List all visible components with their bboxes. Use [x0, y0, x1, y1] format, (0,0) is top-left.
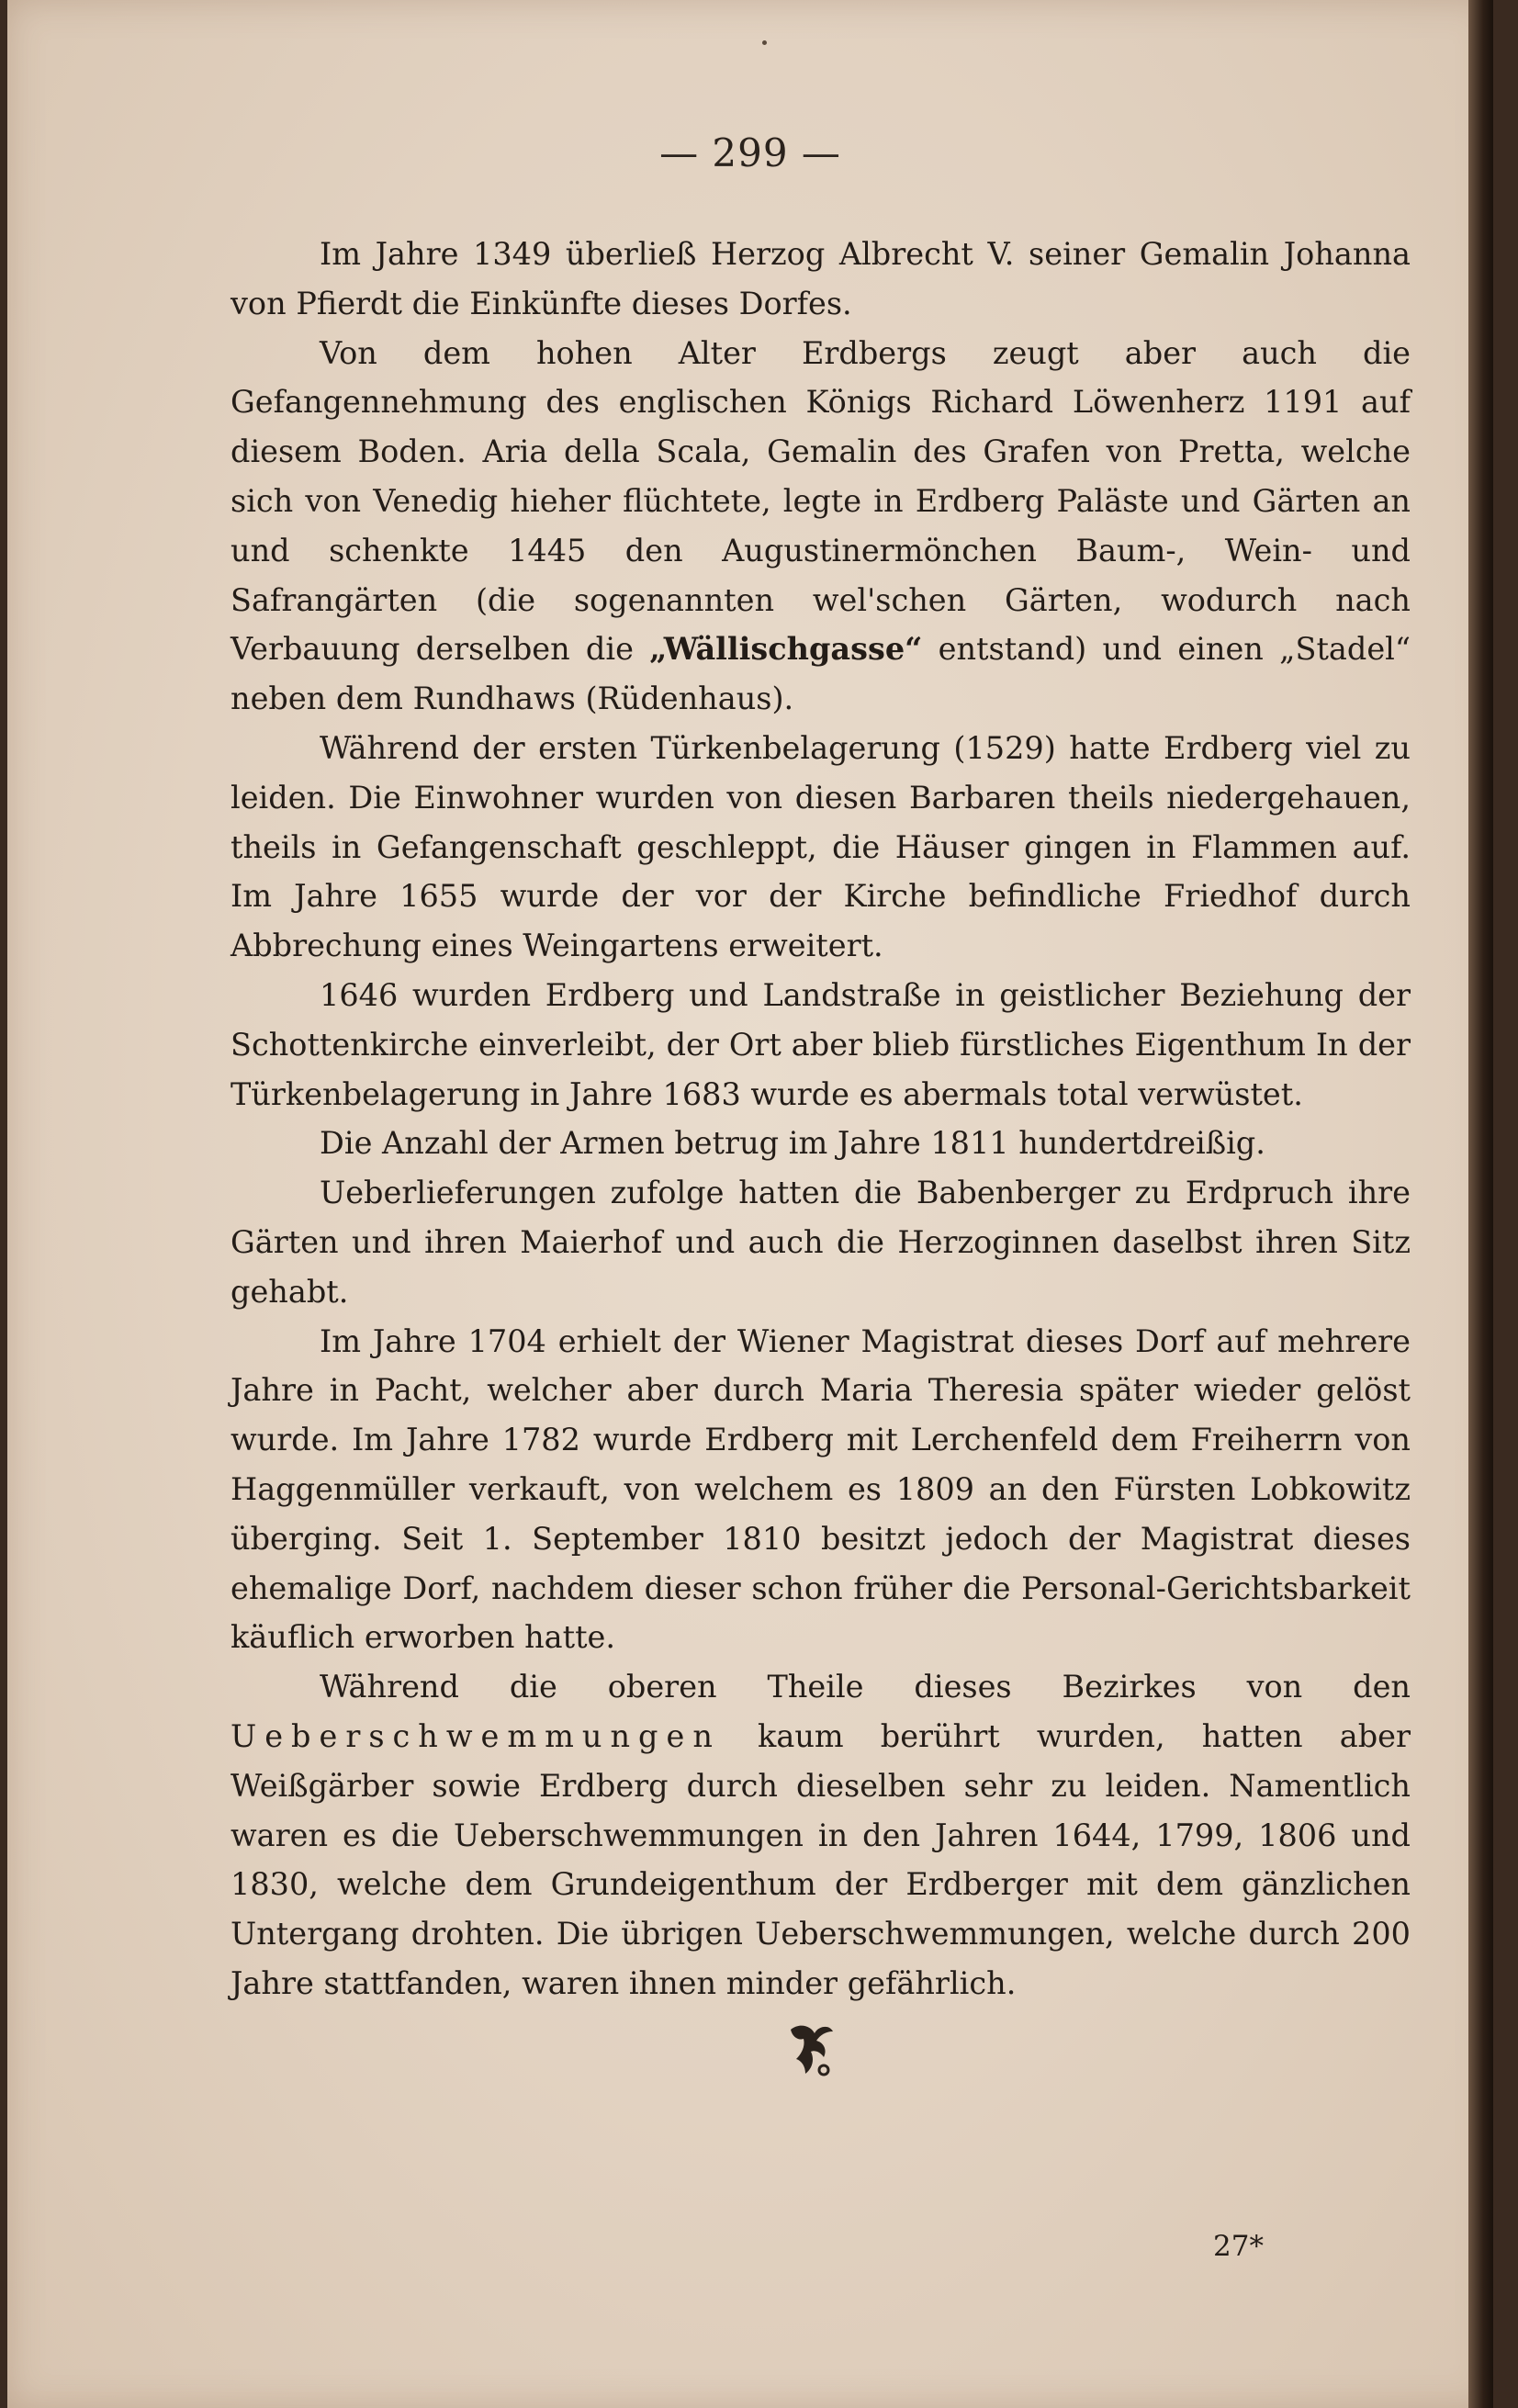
paper-speck: [762, 40, 767, 45]
paragraph-2-part-1: Von dem hohen Alter Erdbergs zeugt aber auch die Gefangennehmung des englischen Königs Richard Löwenherz 1191 auf diesem Boden. Aria della Scala, Gemalin des Grafen von Pretta, welche sich von Venedig hieher flüchtete, legte in Erdberg Paläste und Gärten an und schenkte 1445 den Augustinermönchen Baum-, Wein- und Safrangärten (die sogenannten wel'schen Gärten, wodurch nach Verbauung derselben die: [231, 334, 1411, 668]
page-number: — 299 —: [659, 130, 841, 175]
paragraph-1: Im Jahre 1349 überließ Herzog Albrecht V. seiner Gemalin Johanna von Pfierdt die Einkünfte dieses Dorfes.: [231, 236, 1411, 321]
book-spine-edge: [1468, 0, 1493, 2408]
paragraph-6: Ueberlieferungen zufolge hatten die Babenberger zu Erdpruch ihre Gärten und ihren Maierhof und auch die Herzoginnen daselbst ihren Sitz gehabt.: [231, 1175, 1411, 1310]
paragraph-2-part-2: entstand) und einen „Stadel“ neben dem Rundhaws (Rüdenhaus).: [231, 631, 1411, 717]
paragraph-8-part-1: Während die oberen Theile dieses Bezirkes von den: [320, 1669, 1411, 1705]
body-text: [231, 230, 1411, 2009]
fleuron-ornament-icon: [783, 2017, 838, 2081]
paragraph-8-part-2: kaum berührt wurden, hatten aber Weißgärber sowie Erdberg durch dieselben sehr zu leiden. Namentlich waren es die Ueberschwemmungen in den Jahren 1644, 1799, 1806 und 1830, welche dem Grundeigenthum der Erdberger mit dem gänzlichen Untergang drohten. Die übrigen Ueberschwemmungen, welche durch 200 Jahre stattfanden, waren ihnen minder gefährlich.: [231, 1717, 1411, 2001]
paragraph-3: Während der ersten Türkenbelagerung (1529) hatte Erdberg viel zu leiden. Die Einwohner wurden von diesen Barbaren theils niedergehauen, theils in Gefangenschaft geschleppt, die Häuser gingen in Flammen auf. Im Jahre 1655 wurde der vor der Kirche befindliche Friedhof durch Abbrechung eines Weingartens erweitert.: [231, 729, 1411, 964]
signature-mark: 27*: [1213, 2230, 1264, 2263]
paragraph-4: 1646 wurden Erdberg und Landstraße in geistlicher Beziehung der Schottenkirche einverleibt, der Ort aber blieb fürstliches Eigenthum In der Türkenbelagerung in Jahre 1683 wurde es abermals total verwüstet.: [231, 976, 1411, 1112]
ueberschwemmungen-term: Ueberschwemmungen: [231, 1717, 721, 1754]
wallischgasse-term: „Wällischgasse“: [649, 631, 923, 668]
paragraph-5: Die Anzahl der Armen betrug im Jahre 1811 hundertdreißig.: [320, 1125, 1265, 1162]
paragraph-7: Im Jahre 1704 erhielt der Wiener Magistrat dieses Dorf auf mehrere Jahre in Pacht, welcher aber durch Maria Theresia später wieder gelöst wurde. Im Jahre 1782 wurde Erdberg mit Lerchenfeld dem Freiherrn von Haggenmüller verkauft, von welchem es 1809 an den Fürsten Lobkowitz überging. Seit 1. September 1810 besitzt jedoch der Magistrat dieses ehemalige Dorf, nachdem dieser schon früher die Personal-Gerichtsbarkeit käuflich erworben hatte.: [231, 1322, 1411, 1656]
book-page: [7, 0, 1493, 2408]
paragraph-8: [231, 1662, 1411, 2009]
paragraph-2: [231, 329, 1411, 724]
